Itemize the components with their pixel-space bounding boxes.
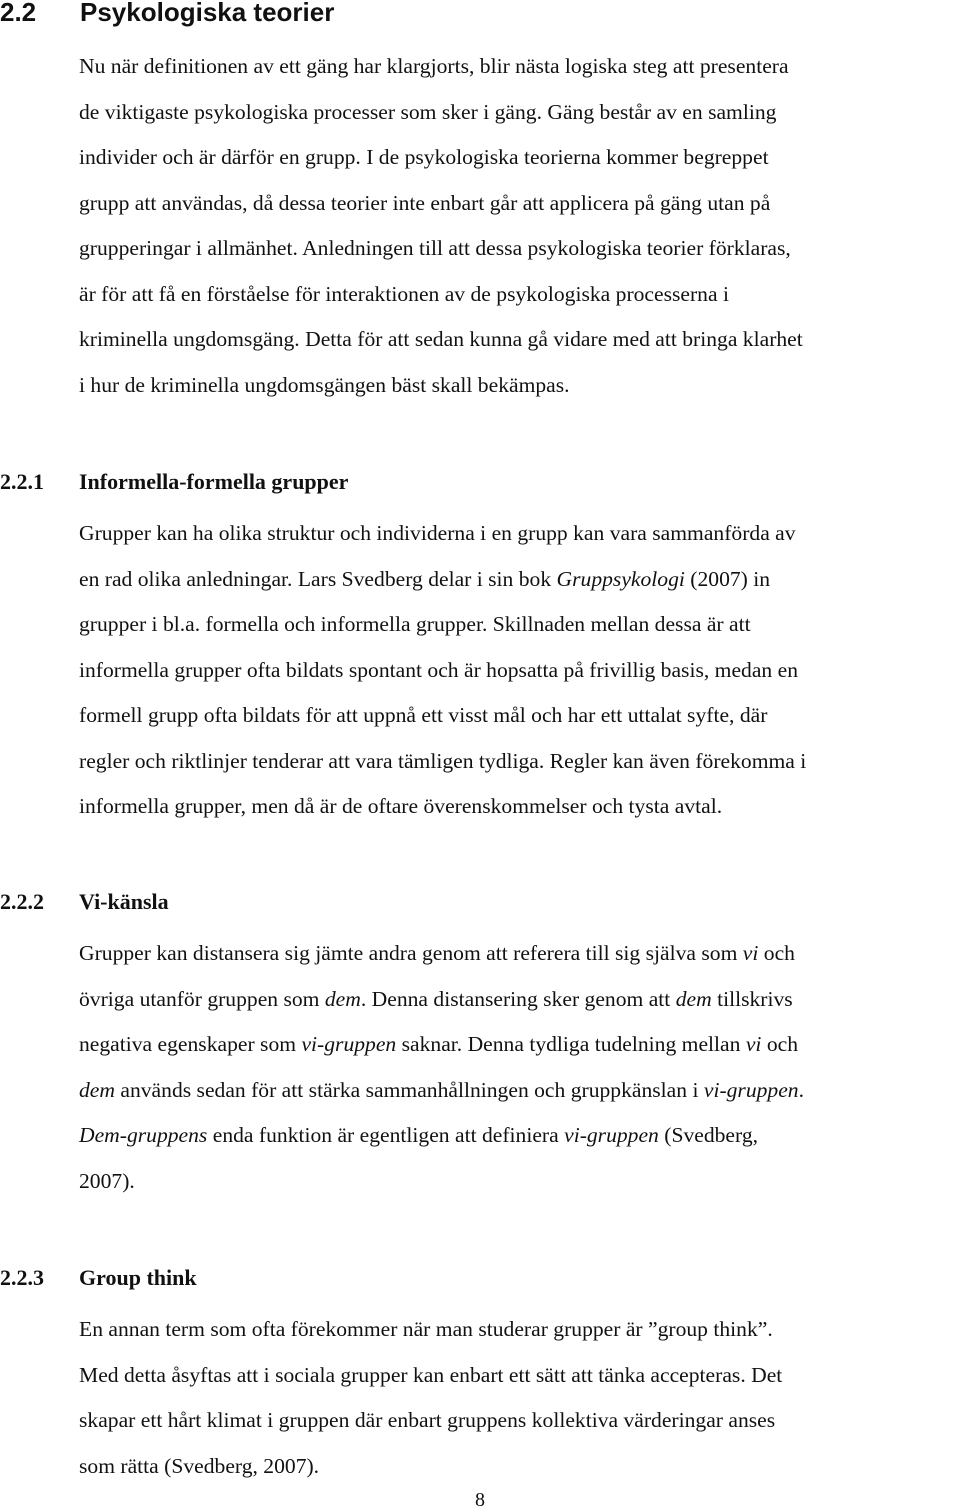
text-run: och <box>761 1032 799 1056</box>
subsection-title: Informella-formella grupper <box>79 469 349 494</box>
text-run: används sedan för att stärka sammanhållningen och gruppkänslan i <box>114 1077 704 1102</box>
subsection-title: Vi-känsla <box>79 889 169 914</box>
subsection-heading-informal-formal <box>0 467 348 497</box>
subsection-number: 2.2.2 <box>0 889 44 914</box>
text-run: en rad olika anledningar. Lars Svedberg delar i sin bok <box>79 566 557 591</box>
paragraph-line: informella grupper ofta bildats spontant och är hopsatta på frivillig basis, medan en <box>79 657 798 682</box>
paragraph-line: Nu när definitionen av ett gäng har klargjorts, blir nästa logiska steg att presentera <box>79 54 789 78</box>
paragraph-line <box>79 1022 956 1068</box>
text-run: övriga utanför gruppen som <box>79 986 325 1011</box>
section-paragraph <box>79 44 956 408</box>
emphasis: vi-gruppen <box>703 1077 799 1102</box>
text-run: (2007) in <box>684 566 771 591</box>
text-run: (Svedberg, <box>658 1123 759 1147</box>
page-number: 8 <box>475 1489 485 1511</box>
paragraph-line: kriminella ungdomsgäng. Detta för att sedan kunna gå vidare med att bringa klarhet <box>79 327 803 351</box>
subsection-heading-vi-kansla <box>0 887 169 917</box>
emphasis: vi-gruppen <box>301 1032 397 1056</box>
subsection-paragraph-group-think <box>79 1307 956 1489</box>
subsection-paragraph-informal-formal <box>79 511 956 830</box>
emphasis: vi <box>745 1032 762 1056</box>
section-heading <box>0 0 334 30</box>
book-title: Gruppsykologi <box>556 566 685 591</box>
paragraph-line: som rätta (Svedberg, 2007). <box>79 1453 320 1478</box>
paragraph-line <box>79 1068 956 1114</box>
paragraph-line: grupperingar i allmänhet. Anledningen till att dessa psykologiska teorier förklaras, <box>79 236 791 260</box>
paragraph-line: i hur de kriminella ungdomsgängen bäst skall bekämpas. <box>79 372 570 397</box>
section-number: 2.2 <box>0 0 37 27</box>
text-run: enda funktion är egentligen att definiera <box>207 1123 565 1147</box>
text-run: . Denna distansering sker genom att <box>360 986 676 1011</box>
paragraph-line: informella grupper, men då är de oftare överenskommelser och tysta avtal. <box>79 794 723 818</box>
emphasis: Dem-gruppens <box>79 1123 208 1147</box>
paragraph-line: Grupper kan ha olika struktur och individerna i en grupp kan vara sammanförda av <box>79 521 796 545</box>
subsection-number: 2.2.1 <box>0 469 44 494</box>
paragraph-line <box>79 1113 956 1159</box>
paragraph-line <box>79 557 956 603</box>
text-run: . <box>798 1077 805 1102</box>
paragraph-line: individer och är därför en grupp. I de psykologiska teorierna kommer begreppet <box>79 145 769 169</box>
emphasis: dem <box>675 986 712 1011</box>
paragraph-line: grupper i bl.a. formella och informella grupper. Skillnaden mellan dessa är att <box>79 612 751 636</box>
paragraph-line: En annan term som ofta förekommer när man studerar grupper är ”group think”. <box>79 1317 773 1341</box>
paragraph-line: 2007). <box>79 1168 135 1193</box>
paragraph-line <box>79 931 956 977</box>
paragraph-line: grupp att användas, då dessa teorier inte enbart går att applicera på gäng utan på <box>79 190 771 215</box>
section-title: Psykologiska teorier <box>80 0 335 27</box>
paragraph-line: skapar ett hårt klimat i gruppen där enbart gruppens kollektiva värderingar anses <box>79 1408 776 1432</box>
paragraph-line: de viktigaste psykologiska processer som sker i gäng. Gäng består av en samling <box>79 99 777 124</box>
text-run: saknar. Denna tydliga tudelning mellan <box>396 1032 746 1056</box>
paragraph-line: regler och riktlinjer tenderar att vara tämligen tydliga. Regler kan även förekomma i <box>79 748 807 773</box>
paragraph-line: är för att få en förståelse för interaktionen av de psykologiska processerna i <box>79 281 729 306</box>
paragraph-line <box>79 977 956 1023</box>
paragraph-line: formell grupp ofta bildats för att uppnå ett visst mål och har ett uttalat syfte, där <box>79 703 768 727</box>
emphasis: dem <box>79 1077 115 1102</box>
subsection-paragraph-vi-kansla <box>79 931 956 1204</box>
emphasis: vi-gruppen <box>564 1123 659 1147</box>
text-run: negativa egenskaper som <box>79 1032 302 1056</box>
emphasis: dem <box>324 986 361 1011</box>
paragraph-line: Med detta åsyftas att i sociala grupper kan enbart ett sätt att tänka accepteras. Det <box>79 1362 783 1387</box>
subsection-number: 2.2.3 <box>0 1265 44 1290</box>
subsection-title: Group think <box>79 1265 197 1290</box>
subsection-heading-group-think <box>0 1263 197 1293</box>
emphasis: vi <box>742 941 759 965</box>
text-run: Grupper kan distansera sig jämte andra genom att referera till sig själva som <box>79 941 743 965</box>
text-run: och <box>758 941 795 965</box>
text-run: tillskrivs <box>711 986 793 1011</box>
